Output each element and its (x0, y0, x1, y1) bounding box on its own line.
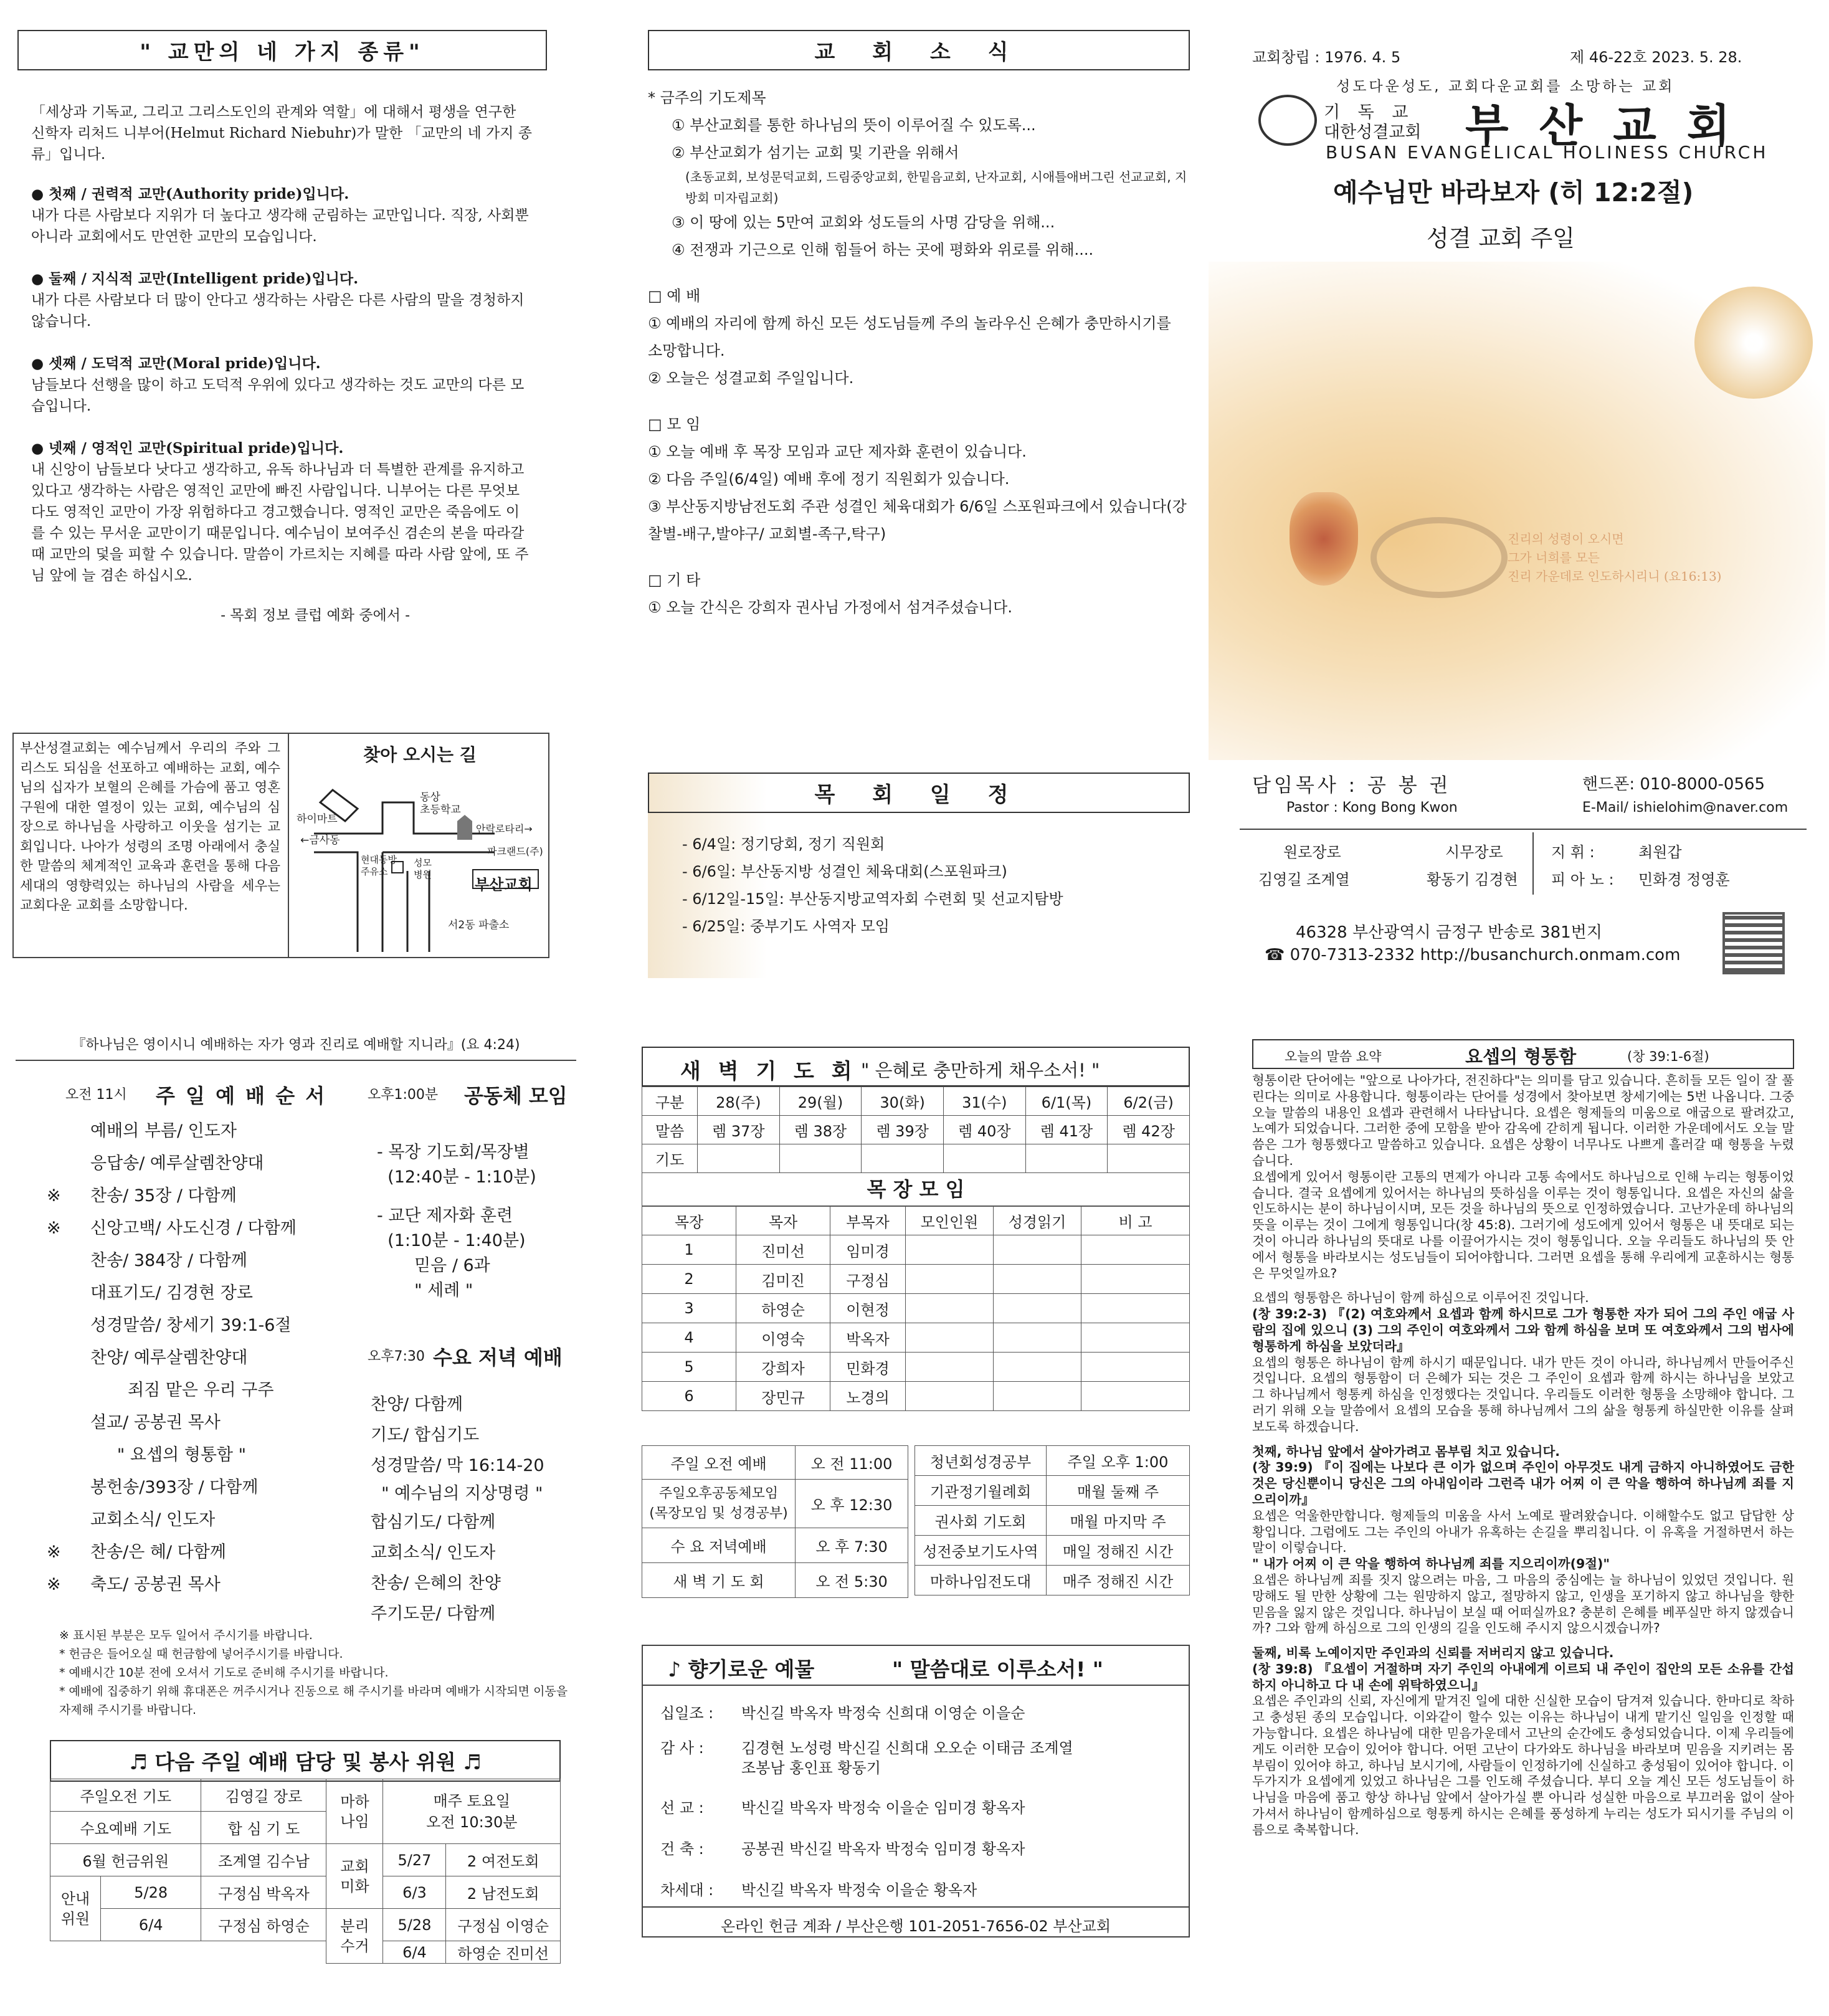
next-cell: 구정심 박옥자 (201, 1876, 326, 1909)
arrogance-panel (17, 30, 547, 684)
next-cell: 마하 나임 (326, 1779, 383, 1844)
sermon-para: 요셉에게 있어서 형통이란 고통의 면제가 아니라 고통 속에서도 하나님으로 인해 누리는 형통이었습니다. 결국 요셉에게 있어서는 하나님의 뜻하심을 이루는 것이 형통입니다. 요셉은 자신의 삶을 인도하시는 분이 하나님이시며, 모든 것을 하나님의 뜻으로 인정하였습니다. 고난가운데 하나님의 뜻을 이루는 것이 그에게 형통입니다(창 45:8). 그러기에 성도에게 있어서 형통은 내 뜻대로 되는 것이 아니라 하나님의 뜻대로 나를 이끌어가시는 것이 형통입니다. 오늘 우리들도 하나님의 뜻 안에서 형통을 바라보시는 성도님들이 되어야합니다. 그러면 요셉을 통해 우리에게 교훈하시는 형통은 무엇일까요? (1252, 1169, 1794, 1281)
next-cell (50, 1941, 326, 1964)
meeting-item: ② 다음 주일(6/4일) 예배 후에 정기 직원회가 있습니다. (648, 470, 1010, 488)
church-name: 부 산 교 회 (1465, 100, 1738, 152)
cell-cell: 6 (642, 1382, 736, 1411)
dawn-subtitle: " 은혜로 충만하게 채우소서! " (861, 1060, 1100, 1081)
times-cell: 매일 정해진 시간 (1047, 1536, 1190, 1566)
dawn-table (642, 1086, 1190, 1173)
staff-divider (1532, 832, 1534, 895)
cell-col-head: 모인인원 (906, 1207, 994, 1235)
pastor-label: 담임목사 : 공 봉 권 (1252, 774, 1451, 797)
dawn-col-head: 28(주) (698, 1087, 780, 1116)
meeting-head: □ 모 임 (648, 416, 701, 433)
pastor-phone: 핸드폰: 010-8000-0565 (1582, 775, 1765, 794)
news-title: 교 회 소 식 (648, 30, 1190, 70)
cell-col-head: 목자 (736, 1207, 830, 1235)
sermon-para: 첫째, 하나님 앞에서 살아가려고 몸부림 치고 있습니다. (1252, 1443, 1561, 1459)
next-cell: 6/3 (383, 1876, 446, 1909)
staff-title: 피 아 노 : (1551, 871, 1614, 888)
pastoral-item: - 6/25일: 중부기도 사역자 모임 (682, 918, 890, 935)
offering-box (642, 1645, 1190, 1938)
map (288, 734, 551, 958)
order-item: 응답송/ 예루살렘찬양대 (90, 1154, 264, 1173)
next-cell: 교회 미화 (326, 1844, 383, 1909)
dawn-cell: 렘 41장 (1025, 1116, 1108, 1144)
pastoral-item: - 6/12일-15일: 부산동지방교역자회 수련회 및 선교지탐방 (682, 890, 1063, 908)
sermon-para: 요셉의 형통함은 하나님이 함께 하심으로 이루어진 것입니다. (1252, 1290, 1589, 1306)
sermon-para: 요셉은 억울한만합니다. 형제들의 미움을 사서 노예로 팔려왔습니다. 이해할수도 없고 답답한 상황입니다. 그럼에도 그는 주인의 아내가 유혹하는 손길을 뿌리칩니다. 이 유혹을 거절하면서 하는 말이 이렇습니다. (1252, 1508, 1794, 1556)
wed-head: 수요 저녁 예배 (433, 1346, 563, 1369)
prayer-item: ④ 전쟁과 기근으로 인해 힘들어 하는 곳에 평화와 위로를 위해.... (672, 241, 1094, 259)
etc-head: □ 기 타 (648, 571, 701, 589)
cell-col-head: 부목자 (830, 1207, 906, 1235)
worship-item: ① 예배의 자리에 함께 하신 모든 성도님들께 주의 놀라우신 은혜가 충만하시기를 소망합니다. (648, 315, 1171, 359)
order-note: * 헌금은 들어오실 때 헌금함에 넣어주시기를 바랍니다. (59, 1647, 343, 1661)
arrogance-item-body: 남들보다 선행을 많이 하고 도덕적 우위에 있다고 생각하는 것도 교만의 다른 모습입니다. (31, 377, 525, 414)
next-cell: 구정심 하영순 (201, 1909, 326, 1941)
cell-cell: 김미진 (736, 1265, 830, 1294)
dawn-cell: 렘 38장 (779, 1116, 862, 1144)
dawn-cell (779, 1144, 862, 1173)
cell-cell: 임미경 (830, 1235, 906, 1265)
worship-item: ② 오늘은 성결교회 주일입니다. (648, 369, 854, 387)
dawn-cell: 렘 42장 (1108, 1116, 1190, 1144)
dawn-col-head: 30(화) (862, 1087, 944, 1116)
arrogance-item-head: ● 넷째 / 영적인 교만(Spiritual pride)입니다. (31, 440, 344, 457)
meeting-item: ③ 부산동지방남전도회 주관 성결인 체육대회가 6/6일 스포원파크에서 있습니다(강찰별-배구,발야구/ 교회별-족구,탁구) (648, 498, 1187, 543)
wed-item: 찬송/ 은혜의 찬양 (371, 1574, 501, 1593)
cell-cell: 이현정 (830, 1294, 906, 1323)
pm-item: (1:10분 - 1:40분) (377, 1231, 526, 1250)
times-cell: 주일 오전 예배 (642, 1446, 796, 1480)
offering-row: 차세대 : 박신길 박옥자 박정숙 이을순 황옥자 (660, 1881, 977, 1899)
staff-names: 최원갑 (1638, 844, 1682, 861)
pm-time: 오후1:00분 (368, 1087, 439, 1103)
times-cell: 새 벽 기 도 회 (642, 1563, 796, 1598)
cell-table (642, 1206, 1190, 1411)
sermon-label: 오늘의 말씀 요약 (1285, 1049, 1382, 1064)
cell-cell: 4 (642, 1323, 736, 1353)
next-cell: 2 남전도회 (446, 1876, 561, 1909)
offering-title: ♪ 향기로운 예물 (668, 1657, 815, 1681)
sermon-para: 요셉은 하나님께 죄를 짓지 않으려는 마음, 그 마음의 중심에는 늘 하나님이 있었던 것입니다. 원망해도 될 만한 상황에 그는 원망하지 않고, 절망하지 않고, 인생을 포기하지 않고 하나님을 향한 믿음을 잃지 않은 것입니다. 하나님이 보실 때 어떠실까요? 충분히 은혜를 베푸실만 하지 않겠습니까? 그와 함께 하심으로 그의 인생의 길을 인도해 주시지 않으시겠습니까? (1252, 1572, 1794, 1636)
dawn-header (642, 1047, 1190, 1086)
staff-title: 지 휘 : (1551, 844, 1595, 861)
church-icon (457, 815, 472, 840)
denom-line1: 기 독 교 (1324, 103, 1415, 122)
arrogance-item-2 (31, 269, 533, 332)
order-head: 주 일 예 배 순 서 (156, 1084, 327, 1108)
map-label-hospital: 성모 병원 (414, 857, 432, 880)
cell-cell (906, 1382, 994, 1411)
cell-cell: 민화경 (830, 1353, 906, 1382)
order-item: 봉헌송/393장 / 다함께 (90, 1478, 259, 1497)
order-item: ※ 축도/ 공봉권 목사 (47, 1575, 221, 1594)
order-item: 성경말씀/ 창세기 39:1-6절 (90, 1316, 292, 1335)
next-cell: 김영길 장로 (201, 1779, 326, 1812)
next-cell: 6/4 (101, 1909, 201, 1941)
cell-cell (906, 1265, 994, 1294)
mission-text: 부산성결교회는 예수님께서 우리의 주와 그리스도 되심을 선포하고 예배하는 교회, 예수님의 십자가 보혈의 은혜를 가슴에 품고 영혼 구원에 대한 열정이 있는 교회, 예수님의 심장으로 하나님을 사랑하고 이웃을 섬기는 교회입니다. 나아가 성령의 조명 아래에서 충실한 말씀의 체계적인 교육과 훈련을 통해 다음 세대의 영향력있는 하나님의 사람을 세우는 교회다운 교회를 소망합니다. (20, 741, 280, 913)
pm-item: (12:40분 - 1:10분) (377, 1167, 536, 1187)
cell-cell (994, 1294, 1081, 1323)
prayer-item: ② 부산교회가 섬기는 교회 및 기관을 위해서 (672, 144, 959, 161)
cover-artwork (1209, 262, 1825, 760)
dawn-col-head: 31(수) (943, 1087, 1025, 1116)
dawn-cell: 렘 37장 (698, 1116, 780, 1144)
times-cell: 수 요 저녁예배 (642, 1528, 796, 1563)
next-cell: 매주 토요일 오전 10:30분 (383, 1779, 561, 1844)
prayer-item: ① 부산교회를 통한 하나님의 뜻이 이루어질 수 있도록... (672, 116, 1036, 134)
offering-account: 온라인 헌금 계좌 / 부산은행 101-2051-7656-02 부산교회 (643, 1906, 1189, 1936)
times-cell: 오 후 7:30 (796, 1528, 908, 1563)
cell-cell: 박옥자 (830, 1323, 906, 1353)
arrogance-item-4 (31, 438, 533, 586)
dawn-cell: 기도 (642, 1144, 698, 1173)
dawn-panel (642, 1047, 1190, 1944)
cell-cell: 이영숙 (736, 1323, 830, 1353)
wed-item: 찬양/ 다함께 (371, 1395, 463, 1414)
cell-cell: 노경의 (830, 1382, 906, 1411)
offering-row: 십일조 : 박신길 박옥자 박정숙 신희대 이영순 이을순 (660, 1705, 1025, 1722)
address: 46328 부산광역시 금정구 반송로 381번지 (1296, 923, 1602, 942)
pastoral-item: - 6/4일: 정기당회, 정기 직원회 (682, 835, 885, 853)
church-logo (1258, 95, 1317, 146)
sermon-para: (창 39:8) 『요셉이 거절하며 자기 주인의 아내에게 이르되 내 주인이 집안의 모든 소유를 간섭하지 아니하고 다 내 손에 위탁하였으니』 (1252, 1661, 1794, 1693)
offering-row: 선 교 : 박신길 박옥자 박정숙 이을순 임미경 황옥자 (660, 1799, 1025, 1817)
dawn-cell (1025, 1144, 1108, 1173)
pastoral-panel (648, 773, 1190, 978)
times-right-table (914, 1445, 1190, 1595)
order-item: 죄짐 맡은 우리 구주 (90, 1381, 274, 1400)
staff-names: 황동기 김경현 (1427, 871, 1518, 888)
order-panel (16, 1034, 576, 1732)
next-cell: 6/4 (383, 1941, 446, 1964)
sermon-header (1252, 1039, 1794, 1069)
cell-cell (994, 1235, 1081, 1265)
next-title: ♬ 다음 주일 예배 담당 및 봉사 위원 ♬ (50, 1740, 561, 1782)
cell-col-head: 성경읽기 (994, 1207, 1081, 1235)
order-list (47, 1115, 383, 1601)
times-cell: 오 후 12:30 (796, 1480, 908, 1528)
next-cell: 수요예배 기도 (50, 1812, 201, 1844)
cell-col-head: 비 고 (1081, 1207, 1190, 1235)
next-cell: 분리 수거 (326, 1909, 383, 1964)
cell-cell (1081, 1382, 1190, 1411)
cell-cell (1081, 1353, 1190, 1382)
cell-cell: 구정심 (830, 1265, 906, 1294)
sermon-para: 요셉의 형통은 하나님이 함께 하시기 때문입니다. 내가 만든 것이 아니라, 하나님께서 만들어주신 것입니다. 요셉의 형통함이 더 은혜가 되는 것은 그 주인이 요셉과 함께 하시는 하나님을 보았고 그 하나님께서 형통케 하심을 인정했다는 것입니다. 우리들도 이러한 형통을 소망해야 합니다. 그러기 위해 오늘 말씀에서 요셉의 모습을 통해 하나님께서 그의 삶을 형통케 하실만한 이유를 살펴보도록 하겠습니다. (1252, 1354, 1794, 1434)
next-cell: 합 심 기 도 (201, 1812, 326, 1844)
map-label-geumsa: ←금사동 (300, 834, 340, 847)
order-item: 교회소식/ 인도자 (90, 1510, 216, 1529)
staff-rule-top (1240, 829, 1807, 830)
sermon-para: 형통이란 단어에는 "앞으로 나아가다, 전진하다"는 의미를 담고 있습니다. 흔히들 모든 일이 잘 풀린다는 의미로 사용합니다. 형통이라는 단어를 성경에서 찾아보면 창세기에는 5번 나옵니다. 그중 오늘 말씀의 내용인 요셉과 관련해서 나타납니다. 요셉은 형제들의 미움으로 애굽으로 팔려갔고, 노예가 되었습니다. 그러한 중에 모함을 받아 감옥에 갇히게 됩니다. 이러한 가운데에서도 오늘 말씀은 그가 형통했다고 말씀하고 있습니다. 요셉은 상황이 너무나도 나쁘게 흘러갈 때 형통을 누렸습니다. (1252, 1073, 1794, 1168)
map-label-school: 동상 초등학교 (420, 791, 461, 816)
cover-panel (1209, 25, 1825, 997)
order-notes (59, 1626, 570, 1719)
sermon-ref: (창 39:1-6절) (1627, 1049, 1709, 1064)
order-time: 오전 11시 (65, 1087, 127, 1103)
cell-cell (906, 1235, 994, 1265)
sermon-panel (1252, 1039, 1794, 1942)
pastoral-title: 목 회 일 정 (648, 773, 1190, 813)
order-note: ※ 표시된 부분은 모두 일어서 주시기를 바랍니다. (59, 1628, 313, 1642)
pm-item: 믿음 / 6과 (377, 1256, 490, 1275)
order-item: ※ 찬송/은 혜/ 다함께 (47, 1543, 226, 1562)
arrogance-item-body: 내가 다른 사람보다 지위가 더 높다고 생각해 군림하는 교만입니다. 직장, 사회뿐 아니라 교회에서도 만연한 교만의 모습입니다. (31, 207, 529, 245)
times-cell: 권사회 기도회 (915, 1506, 1047, 1536)
offering-header (643, 1646, 1189, 1686)
order-note: * 예배시간 10분 전에 오셔서 기도로 준비해 주시기를 바랍니다. (59, 1666, 389, 1680)
sermon-title: 요셉의 형통함 (1465, 1046, 1577, 1067)
wed-item: 성경말씀/ 막 16:14-20 (371, 1456, 544, 1475)
next-cell: 2 여전도회 (446, 1844, 561, 1876)
meeting-item: ① 오늘 예배 후 목장 모임과 교단 제자화 훈련이 있습니다. (648, 443, 1027, 460)
dawn-col-head: 29(월) (779, 1087, 862, 1116)
sermon-para: (창 39:2-3) 『(2) 여호와께서 요셉과 함께 하시므로 그가 형통한 자가 되어 그의 주인 애굽 사람의 집에 있으니 (3) 그의 주인이 여호와께서 그와 함께 하심을 보며 또 여호와께서 그의 범사에 형통하게 하심을 보았더라』 (1252, 1306, 1794, 1354)
order-item: " 요셉의 형통함 " (90, 1445, 246, 1465)
cell-cell: 1 (642, 1235, 736, 1265)
cell-cell (1081, 1235, 1190, 1265)
wed-item: " 예수님의 지상명령 " (371, 1484, 543, 1503)
wed-list (371, 1389, 576, 1629)
arrogance-title: " 교만의 네 가지 종류" (17, 30, 547, 70)
prayer-item-sub: (초동교회, 보성문덕교회, 드림중앙교회, 한밑음교회, 난자교회, 시애틀애버그린 선교교회, 지방회 미자립교회) (685, 169, 1187, 206)
cell-cell (1081, 1294, 1190, 1323)
times-cell: 매월 둘째 주 (1047, 1476, 1190, 1506)
order-item: ※ 찬송/ 35장 / 다함께 (47, 1186, 237, 1205)
cell-cell: 5 (642, 1353, 736, 1382)
pm-head: 공동체 모임 (464, 1084, 568, 1108)
staff-names: 김영길 조계열 (1258, 871, 1350, 888)
times-cell: 마하나임전도대 (915, 1566, 1047, 1595)
cell-cell (1081, 1265, 1190, 1294)
next-cell: 주일오전 기도 (50, 1779, 201, 1812)
cell-cell: 강희자 (736, 1353, 830, 1382)
next-cell: 6월 헌금위원 (50, 1844, 201, 1876)
dawn-cell (943, 1144, 1025, 1173)
cell-cell (1081, 1323, 1190, 1353)
sunday-name: 성결 교회 주일 (1427, 225, 1575, 252)
arrogance-intro: 「세상과 기독교, 그리고 그리스도인의 관계와 역할」에 대해서 평생을 연구한 신학자 리처드 니부어(Helmut Richard Niebuhr)가 말한 「교만의 네 가지 종류」입니다. (31, 104, 533, 163)
times-cell: 청년회성경공부 (915, 1446, 1047, 1476)
pastoral-item: - 6/6일: 부산동지방 성결인 체육대회(스포원파크) (682, 863, 1007, 880)
cell-cell (994, 1265, 1081, 1294)
map-label-himart: 하이마트 (297, 813, 338, 825)
sermon-para: 요셉은 주인과의 신뢰, 자신에게 맡겨진 일에 대한 신실한 모습이 담겨져 있습니다. 한마디로 착하고 충성된 종의 모습입니다. 이와같이 할수 있는 이유는 하나님이 내게 맡기신 일임을 인정할 때 가능합니다. 요셉은 하나님에 대한 믿음가운데서 고난의 순간에도 충성되었습니다. 이제 우리들에게도 이러한 모습이 있어야 합니다. 어떤 고난이 다가와도 하나님을 바라보며 믿음을 지키려는 몸부림이 있어야 하고, 하나님 보시기에, 사람들이 인정하기에 신실하고 충성됨이 있어야 합니다. 이 두가지가 요셉에게 있었고 하나님은 그를 인도해 주셨습니다. 부디 오늘 계신 모든 성도님들이 하나님을 마음에 품고 항상 하나님 앞에서 살아가실 뿐 아니라 성실한 마음으로 부끄러움 없이 살아가셔서 하나님이 함께하심으로 형통케 하시는 은혜를 풍성하게 누리는 성도가 되시기를 주님의 이름으로 축복합니다. (1252, 1693, 1794, 1837)
times-cell: 성전중보기도사역 (915, 1536, 1047, 1566)
pm-list (377, 1140, 576, 1303)
arrogance-source: - 목회 정보 클럽 예화 중에서 - (221, 607, 410, 624)
map-label-police: 서2동 파출소 (448, 919, 510, 931)
arrogance-item-body: 내가 다른 사람보다 더 많이 안다고 생각하는 사람은 다른 사람의 말을 경청하지 않습니다. (31, 292, 525, 330)
wed-item: 기도/ 합심기도 (371, 1425, 480, 1445)
sermon-para: (창 39:9) 『이 집에는 나보다 큰 이가 없으며 주인이 아무것도 내게 금하지 아니하였어도 금한 것은 당신뿐이니 당신은 그의 아내임이라 그런즉 내가 어찌 이 큰 악을 행하여 하나님께 죄를 지으리이까』 (1252, 1460, 1794, 1507)
qr-code (1722, 912, 1785, 974)
sermon-body (1252, 1073, 1794, 1838)
denom-line2: 대한성결교회 (1324, 123, 1422, 142)
dawn-title: 새 벽 기 도 회 (680, 1059, 857, 1084)
prayer-head: * 금주의 기도제목 (648, 89, 766, 107)
cell-cell (994, 1323, 1081, 1353)
offering-subtitle: " 말씀대로 이루소서! " (892, 1657, 1103, 1681)
etc-item: ① 오늘 간식은 강희자 권사님 가정에서 섬겨주셨습니다. (648, 599, 1012, 616)
order-verse: 『하나님은 영이시니 예배하는 자가 영과 진리로 예배할 지니라』(요 4:24) (16, 1034, 576, 1061)
times-cell: 매주 정해진 시간 (1047, 1566, 1190, 1595)
pm-item: - 교단 제자화 훈련 (377, 1206, 513, 1225)
dawn-col-head: 6/1(목) (1025, 1087, 1108, 1116)
order-item: 예배의 부름/ 인도자 (90, 1121, 237, 1141)
wed-time: 오후7:30 (368, 1349, 425, 1364)
dove-icon (1694, 287, 1813, 399)
cell-col-head: 목장 (642, 1207, 736, 1235)
cell-cell (906, 1353, 994, 1382)
arrogance-item-head: ● 셋째 / 도덕적 교만(Moral pride)입니다. (31, 355, 321, 372)
times-cell: 기관정기월례회 (915, 1476, 1047, 1506)
map-label-anrak: 안락로타리→ (476, 823, 533, 835)
dawn-col-head: 구분 (642, 1087, 698, 1116)
worship-head: □ 예 배 (648, 287, 701, 305)
cell-cell (906, 1323, 994, 1353)
prayer-item: ③ 이 땅에 있는 5만여 교회와 성도들의 사명 감당을 위해... (672, 214, 1055, 231)
pastor-email: E-Mail/ ishielohim@naver.com (1582, 800, 1789, 815)
cell-cell: 장민규 (736, 1382, 830, 1411)
times-cell: 오 전 11:00 (796, 1446, 908, 1480)
times-cell: 주일 오후 1:00 (1047, 1446, 1190, 1476)
contact: ☎ 070-7313-2332 http://busanchurch.onmam.com (1265, 946, 1681, 964)
next-cell: 5/28 (101, 1876, 201, 1909)
dawn-cell (1108, 1144, 1190, 1173)
next-cell: 안내 위원 (50, 1876, 101, 1941)
cell-cell (994, 1353, 1081, 1382)
dawn-cell (698, 1144, 780, 1173)
news-panel (648, 30, 1190, 672)
order-item: ※ 신앙고백/ 사도신경 / 다함께 (47, 1219, 297, 1238)
wed-item: 합심기도/ 다함께 (371, 1513, 496, 1532)
wine-glass-icon (1290, 492, 1358, 586)
cell-cell: 진미선 (736, 1235, 830, 1265)
issue: 제 46-22호 2023. 5. 28. (1570, 49, 1742, 66)
next-cell: 5/27 (383, 1844, 446, 1876)
order-item: 설교/ 공봉권 목사 (90, 1413, 221, 1432)
cell-title: 목 장 모 임 (642, 1173, 1190, 1206)
sermon-para: " 내가 어찌 이 큰 악을 행하여 하나님께 죄를 지으리이까(9절)" (1252, 1556, 1610, 1572)
order-note: * 예배에 집중하기 위해 휴대폰은 꺼주시거나 진동으로 해 주시기를 바라며 예배가 시작되면 이동을 자제해 주시기를 바랍니다. (59, 1685, 568, 1717)
offering-row: 건 축 : 공봉권 박신길 박옥자 박정숙 임미경 황옥자 (660, 1840, 1025, 1858)
next-cell: 5/28 (383, 1909, 446, 1941)
nest-icon (1371, 517, 1508, 598)
dawn-cell: 말씀 (642, 1116, 698, 1144)
next-cell: 조계열 김수남 (201, 1844, 326, 1876)
order-item: 찬양/ 예루살렘찬양대 (90, 1348, 248, 1367)
order-item: 찬송/ 384장 / 다함께 (90, 1251, 247, 1270)
offering-row: 감 사 : 김경현 노성령 박신길 신희대 오오순 이태금 조계열 조봉남 홍인표 황동기 (660, 1739, 1073, 1777)
times-cell: 주일오후공동체모임 (목장모임 및 성경공부) (642, 1480, 796, 1528)
cell-cell: 하영순 (736, 1294, 830, 1323)
times-cell: 매월 마지막 주 (1047, 1506, 1190, 1536)
map-label-gas: 현대동방 주유소 (361, 854, 397, 877)
map-label-church: 부산교회 (475, 876, 533, 893)
map-title: 찾아 오시는 길 (363, 744, 477, 765)
next-table (50, 1779, 561, 1964)
arrogance-item-body: 내 신앙이 남들보다 낫다고 생각하고, 유독 하나님과 더 특별한 관계를 유지하고 있다고 생각하는 사람은 영적인 교만에 빠진 사람입니다. 니부어는 다른 무엇보다도 영적인 교만이 가장 위험하다고 경고했습니다. 영적인 교만은 죽음에도 이를 수 있는 무서운 교만이기 때문입니다. 예수님이 보여주신 겸손의 본을 따라갈 때 교만의 덫을 피할 수 있습니다. 말씀이 가르치는 지혜를 따라 사람 앞에, 또 주님 앞에 늘 겸손 하십시오. (31, 462, 529, 584)
arrogance-item-head: ● 둘째 / 지식적 교만(Intelligent pride)입니다. (31, 270, 359, 287)
cell-cell: 2 (642, 1265, 736, 1294)
dawn-cell: 렘 40장 (943, 1116, 1025, 1144)
mission-map-box (12, 733, 549, 958)
map-label-park: 파크랜드(주) (487, 845, 543, 857)
motto: 성도다운성도, 교회다운교회를 소망하는 교회 (1336, 78, 1675, 95)
order-item: 대표기도/ 김경현 장로 (90, 1283, 253, 1303)
dawn-cell: 렘 39장 (862, 1116, 944, 1144)
founded: 교회창립 : 1976. 4. 5 (1252, 49, 1401, 66)
next-cell: 구정심 이영순 (446, 1909, 561, 1941)
pm-item: " 세례 " (377, 1281, 473, 1300)
next-cell: 하영순 진미선 (446, 1941, 561, 1964)
pm-item: - 목장 기도회/목장별 (377, 1143, 530, 1162)
arrogance-item-3 (31, 353, 533, 417)
times-cell: 오 전 5:30 (796, 1563, 908, 1598)
staff-title: 시무장로 (1445, 844, 1503, 861)
dawn-col-head: 6/2(금) (1108, 1087, 1190, 1116)
cover-verse: 진리의 성령이 오시면 그가 너희를 모든 진리 가운데로 인도하시리니 (요16:13) (1508, 531, 1722, 584)
arrogance-item-1 (31, 184, 533, 247)
staff-box (1240, 832, 1807, 895)
wed-item: 주기도문/ 다함께 (371, 1604, 496, 1624)
cell-cell (906, 1294, 994, 1323)
next-panel (50, 1740, 561, 1962)
theme: 예수님만 바라보자 (히 12:2절) (1333, 178, 1694, 207)
dawn-cell (862, 1144, 944, 1173)
staff-title: 원로장로 (1283, 844, 1341, 861)
church-name-en: BUSAN EVANGELICAL HOLINESS CHURCH (1326, 142, 1769, 163)
times-left-table (642, 1445, 908, 1598)
wed-item: 교회소식/ 인도자 (371, 1543, 496, 1562)
arrogance-item-head: ● 첫째 / 권력적 교만(Authority pride)입니다. (31, 186, 349, 202)
cell-cell: 3 (642, 1294, 736, 1323)
pastor-en: Pastor : Kong Bong Kwon (1286, 800, 1458, 815)
cell-cell (994, 1382, 1081, 1411)
sermon-para: 둘째, 비록 노예이지만 주인과의 신뢰를 저버리지 않고 있습니다. (1252, 1645, 1614, 1661)
staff-names: 민화경 정영훈 (1638, 871, 1730, 888)
